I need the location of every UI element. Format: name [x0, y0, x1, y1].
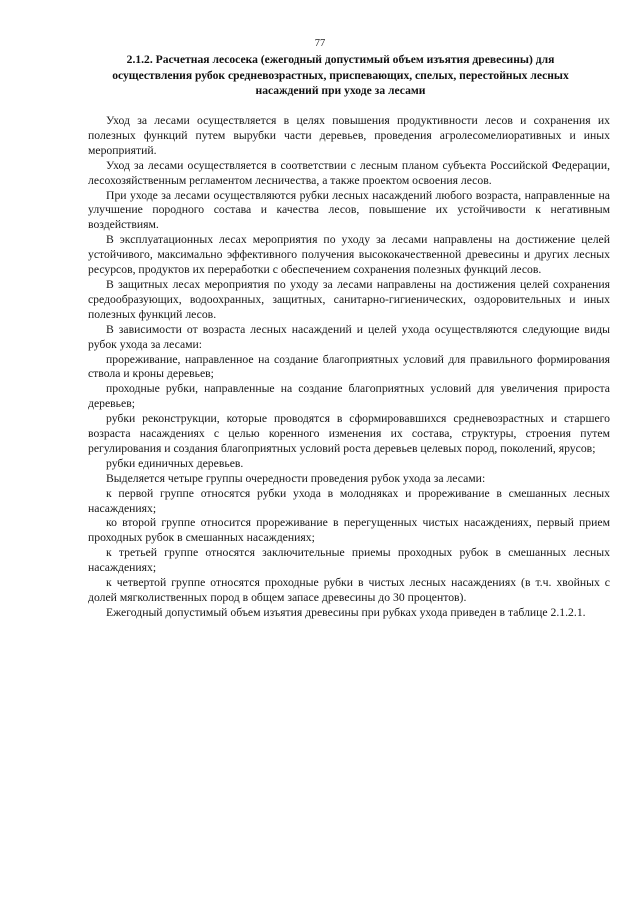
- list-item: ко второй группе относится прореживание в перегущенных чистых насаждениях, первый прием проходных рубок в смешанных насаждениях;: [88, 516, 610, 545]
- paragraph: Уход за лесами осуществляется в соответствии с лесным планом субъекта Российской Федерации, лесохозяйственным регламентом лесничества, а также проектом освоения лесов.: [88, 158, 610, 187]
- list-item: к четвертой группе относятся проходные рубки в чистых лесных насаждениях (в т.ч. хвойных с долей мягколиственных пород в общем запасе древесины до 30 процентов).: [88, 576, 610, 604]
- paragraph: В эксплуатационных лесах мероприятия по уходу за лесами направлены на достижение целей устойчивого, максимально эффективного получения высококачественной древесины и других лесных ресурсов, продуктов их переработки с обеспечением сохранения полезных функций лесов.: [88, 233, 610, 277]
- paragraph: Уход за лесами осуществляется в целях повышения продуктивности лесов и сохранения их полезных функций путем вырубки части деревьев, проведения агролесомелиоративных и иных мероприятий.: [88, 114, 610, 157]
- list-item: проходные рубки, направленные на создание благоприятных условий для увеличения прироста деревьев;: [88, 382, 610, 411]
- section-heading: 2.1.2. Расчетная лесосека (ежегодный допустимый объем изъятия древесины) для осуществления рубок средневозрастных, приспевающих, спелых, перестойных лесных насаждений при уходе за лесами: [112, 53, 569, 98]
- list-item: рубки единичных деревьев.: [106, 456, 244, 470]
- paragraph: Выделяется четыре группы очередности проведения рубок ухода за лесами:: [106, 471, 486, 485]
- body-text: [88, 114, 610, 621]
- list-item: к первой группе относятся рубки ухода в молодняках и прореживание в смешанных лесных насаждениях;: [88, 486, 610, 515]
- paragraph: В зависимости от возраста лесных насаждений и целей ухода осуществляются следующие виды рубок ухода за лесами:: [88, 322, 610, 351]
- list-item: к третьей группе относятся заключительные приемы проходных рубок в смешанных лесных насаждениях;: [88, 546, 610, 575]
- page-number: 77: [314, 38, 326, 49]
- list-item: рубки реконструкции, которые проводятся в сформировавшихся средневозрастных и старшего возраста насаждениях с целью коренного изменения их состава, структуры, строения путем регулирования и создания благоприятных условий роста деревьев целевых пород, поколений, ярусов;: [88, 412, 610, 455]
- paragraph: Ежегодный допустимый объем изъятия древесины при рубках ухода приведен в таблице 2.1.2.1.: [106, 605, 586, 619]
- paragraph: При уходе за лесами осуществляются рубки лесных насаждений любого возраста, направленные на улучшение породного состава и качества лесов, повышение их устойчивости к негативным воздействиям.: [88, 188, 610, 232]
- paragraph: В защитных лесах мероприятия по уходу за лесами направлены на достижения целей сохранения средообразующих, водоохранных, защитных, санитарно-гигиенических, оздоровительных и иных полезных функций лесов.: [88, 277, 610, 321]
- list-item: прореживание, направленное на создание благоприятных условий для правильного формирования ствола и кроны деревьев;: [88, 352, 610, 381]
